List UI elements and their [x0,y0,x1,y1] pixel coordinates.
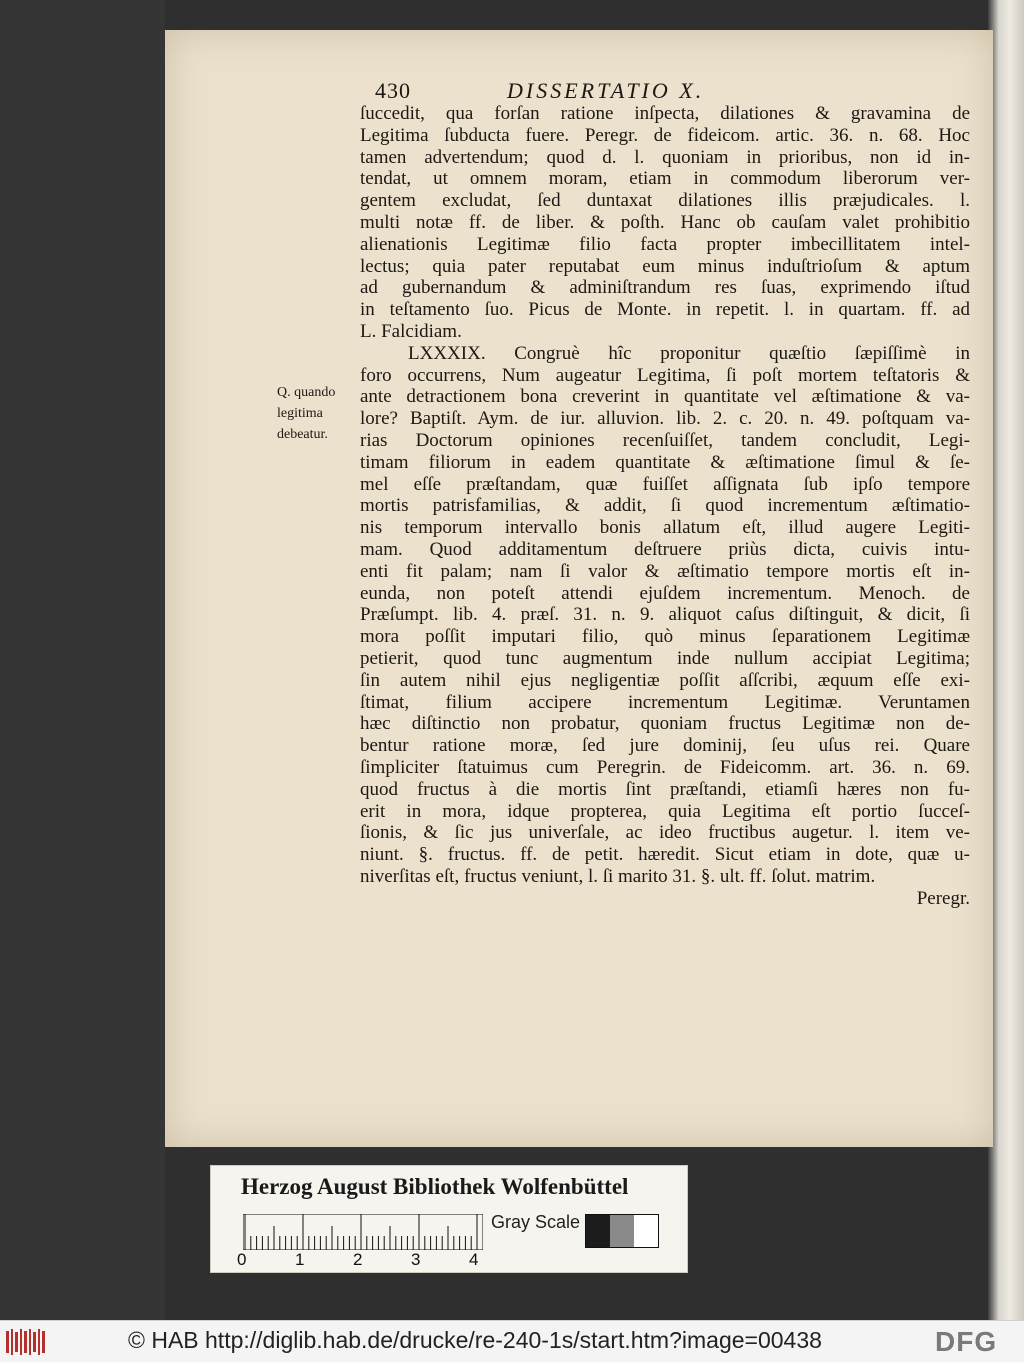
text-line: hæc diſtinctio non probatur, quoniam fructus Legitimæ non de- [360,713,970,735]
text-line: nis temporum intervallo bonis allatum eſt, illud augere Legiti- [360,517,970,539]
library-label [210,1165,688,1273]
text-line: ſin autem nihil ejus negligentiæ poſſit aſſcribi, æquum eſſe exi- [360,669,970,691]
text-line: niverſitas eſt, fructus veniunt, l. ſi marito 31. §. ult. ff. ſolut. matrim. [360,865,876,887]
marginal-note [277,382,359,445]
text-line: multi notæ ff. de liber. & poſth. Hanc ob cauſam valet prohibitio [360,211,970,233]
running-head [375,78,975,104]
text-line: timam filiorum in eadem quantitate & æſtimatione ſimul & ſe- [360,451,970,473]
footer-bar [0,1320,1024,1362]
marginal-note-line: legitima [277,406,323,421]
adjacent-page-edge [988,0,1024,1320]
text-line: quod fructus à die mortis ſint præſtandi, etiamſi hæres non fu- [360,778,970,800]
ruler [243,1214,483,1250]
text-line: bentur ratione moræ, ſed jure dominij, ſeu uſus rei. Quare [360,735,970,757]
text-line: lore? Baptiſt. Aym. de iur. alluvion. lib. 2. c. 20. n. 49. poſtquam va- [360,408,970,430]
dfg-logo: DFG [935,1326,998,1357]
text-line: enti fit palam; nam ſi valor & æſtimatio tempore mortis eſt in- [360,560,970,582]
text-line: eunda, non poteſt attendi ejuſdem incrementum. Menoch. de [360,582,970,604]
text-line: Legitima ſubducta fuere. Peregr. de fideicom. artic. 36. n. 68. Hoc [360,124,970,146]
text-line: ad gubernandum & adminiſtrandum res ſuas, exprimendo iſtud [360,277,970,299]
text-line: mam. Quod additamentum deſtruere priùs dicta, cuivis intu- [360,538,970,560]
copyright-url[interactable]: © HAB http://diglib.hab.de/drucke/re-240-1s/start.htm?image=00438 [128,1327,822,1353]
text-line: gentem excludat, ſed duntaxat dilationes illis præjudicales. l. [360,190,970,212]
text-line: erit in mora, idque propterea, quia Legitima eſt portio ſucceſ- [360,800,970,822]
text-line: LXXXIX. Congruè hîc proponitur quæſtio ſæpiſſimè in [408,342,970,364]
gray-scale-chart [585,1214,659,1248]
text-line: in teſtamento ſuo. Picus de Monte. in repetit. l. in quartam. ff. ad [360,299,970,321]
text-line: lectus; quia pater reputabat eum minus induſtrioſum & aptum [360,255,970,277]
text-line: mel eſſe præſtandam, quæ fuiſſet aſſignata ſub ipſo tempore [360,473,970,495]
page-body-text [360,103,970,909]
library-name: Herzog August Bibliothek Wolfenbüttel [241,1174,629,1199]
text-line: rias Doctorum opiniones recenſuiſſet, tandem concludit, Legi- [360,429,970,451]
text-line: ſuccedit, qua forſan ratione inſpecta, dilationes & gravamina de [360,103,970,124]
gray-patch [586,1215,610,1247]
ruler-number: 4 [469,1250,479,1269]
gray-scale-label: Gray Scale [491,1212,581,1232]
ruler-number: 2 [353,1250,363,1269]
text-line: tendat, ut omnem moram, etiam in commodum liberorum ver- [360,168,970,190]
catchword: Peregr. [916,887,970,909]
text-line: mora poſſit imputari filio, quò minus ſeparationem Legitimæ [360,626,970,648]
text-line: Præſumpt. lib. 4. præſ. 31. n. 9. aliquot caſus diſtinguit, & dicit, ſi [360,604,970,626]
text-line: ſionis, & ſic jus univerſale, ac ideo fructibus augetur. l. item ve- [360,822,970,844]
marginal-note-line: debeatur. [277,427,328,442]
text-line: L. Falcidiam. [360,320,462,342]
ruler-number: 0 [237,1250,247,1269]
text-line: tamen advertendum; quod d. l. quoniam in prioribus, non id in- [360,146,970,168]
text-line: ſtimat, filium accipere incrementum Legitimæ. Veruntamen [360,691,970,713]
ruler-number: 3 [411,1250,421,1269]
gray-patch [610,1215,634,1247]
hab-logo-icon [6,1329,46,1355]
running-head-title: DISSERTATIO X. [507,78,705,103]
ruler-number: 1 [295,1250,305,1269]
scan-background-left [0,0,165,1320]
gray-patch [634,1215,658,1247]
text-line: niunt. §. fructus. ff. de petit. hæredit. Sicut etiam in dote, quæ u- [360,844,970,866]
marginal-note-line: Q. quando [277,385,336,400]
ruler-numbers [237,1250,497,1270]
text-line: ſimpliciter ſtatuimus cum Peregrin. de Fideicomm. art. 36. n. 69. [360,756,970,778]
text-line: ante detractionem bona creverint in quantitate vel æſtimatione & va- [360,386,970,408]
text-line: petierit, quod tunc augmentum inde nullum accipiat Legitima; [360,647,970,669]
text-line: alienationis Legitimæ filio facta propter imbecillitatem intel- [360,233,970,255]
text-line: foro occurrens, Num augeatur Legitima, ſi poſt mortem teſtatoris & [360,364,970,386]
page-number: 430 [375,78,411,103]
text-line: mortis patrisfamilias, & addit, ſi quod incrementum æſtimatio- [360,495,970,517]
